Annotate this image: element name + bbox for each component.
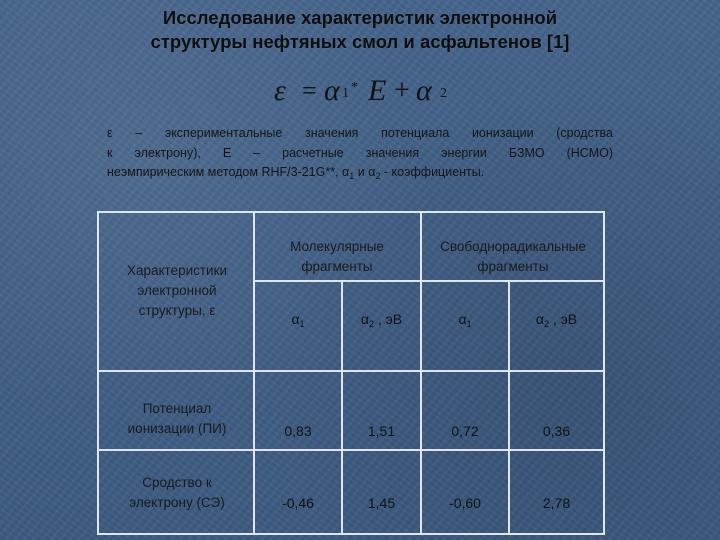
value-cell: 0,83 [284,423,312,439]
value-cell: 0,72 [451,423,479,439]
formula-alpha-1: α [324,74,340,107]
formula [262,74,462,108]
slide-title [0,6,720,54]
title-line-2: структуры нефтяных смол и асфальтенов [1] [150,31,570,52]
description-line-2: к электрону), Е – расчетные значения энергии БЗМО (НСМО) [107,145,613,160]
group-header-molecular: Молекулярные фрагменты [290,239,384,274]
row-label-ionization: Потенциал ионизации (ПИ) [127,401,227,436]
formula-sub-2: 2 [440,86,447,101]
title-line-1: Исследование характеристик электронной [162,7,558,28]
formula-plus: + [394,75,410,106]
value-cell: -0,60 [449,495,481,511]
formula-E: E [368,74,387,107]
formula-star: * [351,80,358,95]
col-header-alpha2-radical: $\alpha_2$ , эВ [535,311,578,329]
description-line-3: неэмпирическим методом RHF/3-21G**, $\alpha_1$ и $\alpha_2$ - коэффициенты. [107,165,485,181]
value-cell: 1,51 [367,423,396,439]
description-line-1: ε – экспериментальные значения потенциала ионизации (сродства [107,126,613,140]
formula-alpha-2: α [416,74,432,107]
col-header-alpha2-molecular: $\alpha_2$ , эВ [360,311,403,329]
formula-sub-1: 1 [342,86,349,101]
value-cell: 0,36 [542,423,571,439]
group-header-radical: Свободнорадикальные фрагменты [440,239,586,274]
row-header-cell: Характеристики электронной структуры, ε [126,263,228,318]
col-header-alpha1-radical: $\alpha_1$ [458,311,472,329]
col-header-alpha1-molecular: $\alpha_1$ [291,311,305,329]
formula-epsilon: ε [274,74,286,107]
value-cell: 1,45 [367,495,396,511]
row-label-affinity: Сродство к электрону (СЭ) [129,475,225,510]
data-table [97,211,605,535]
value-cell: 2,78 [542,495,571,511]
formula-equals: = [302,76,317,105]
description [107,124,613,187]
value-cell: -0,46 [282,495,314,511]
